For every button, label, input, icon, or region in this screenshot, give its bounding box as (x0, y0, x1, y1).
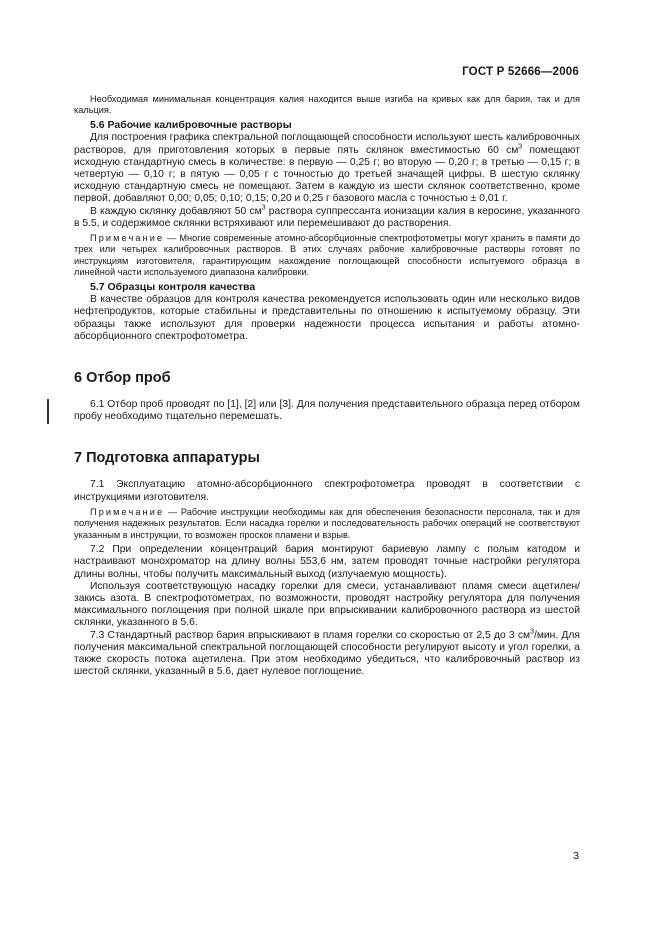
note-label: Примечание (90, 506, 165, 517)
section-7-3-paragraph: 7.3 Стандартный раствор бария впрыскивают в пламя горелки со скоростью от 2,5 до 3 $см^3$/мин. Для получения максимальной спектральной поглощающей способности регулируют высоту и угол горелки, а также скорость потока ацетилена. При этом необходимо убедиться, что калибровочный раствор из шестой склянки, указанный в 5.6, дает нулевое поглощение. (74, 628, 580, 678)
document-id: ГОСТ Р 52666—2006 (462, 66, 579, 78)
section-6-1-block (74, 399, 580, 423)
section-5-7-heading: 5.7 Образцы контроля качества (90, 280, 256, 293)
section-5-7-paragraph: В качестве образцов для контроля качества рекомендуется использовать один или несколько видов нефтепродуктов, которые стабильны и представительны по отношению к испытуемому образцу. Эти образцы также используют для проверки надежности процесса испытания и работы атомно-абсорбционного спектрофотометра. (74, 294, 580, 342)
section-5-6-note: Примечание — Многие современные атомно-абсорбционные спектрофотометры могут хранить в памяти до трех или четырех калибровочных растворов. В этих случаях рабочие калибровочные растворы готовят по инструкциям изготовителя, гарантирующим нахождение поглощающей способности испытуемого образца в линейной части используемого диапазона калибровки. (74, 233, 580, 278)
section-7-2-paragraph: 7.2 При определении концентраций бария монтируют бариевую лампу с полым катодом и настраивают монохроматор на длину волны 553,6 нм, затем проводят точные настройки регулятора длины волны, чтобы получить максимальный выход (излучаемую мощность). (74, 544, 580, 580)
note-label: Примечание (90, 233, 165, 244)
intro-note: Необходимая минимальная концентрация калия находится выше изгиба на кривых как для бария, так и для кальция. (74, 94, 580, 116)
change-bar (47, 399, 49, 424)
section-7-2-paragraph-2: Используя соответствующую насадку горелки для смеси, устанавливают пламя смеси ацетилен/закись азота. В спектрофотометрах, по возможности, проводят настройку регулятора для получения максимального поглощения при полной шкале при впрыскивании калибровочного раствора из шестой склянки, указанного в 5.6. (74, 580, 580, 629)
section-6-heading: 6 Отбор проб (74, 370, 171, 387)
section-6-1-paragraph: 6.1 Отбор проб проводят по [1], [2] или [3]. Для получения представительного образца перед отбором пробу необходимо тщательно перемешать. (74, 399, 580, 423)
section-5-6-paragraph-1: Для построения графика спектральной поглощающей способности используют шесть калибровочных растворов, для приготовления которых в первые пять склянок вместимостью 60 $см^3$ помещают исходную стандартную смесь в количестве: в первую — 0,25 г; во вторую — 0,20 г; в третью — 0,15 г; в четвертую — 0,10 г; в пятую — 0,05 г с точностью до третьей значащей цифры. В шестую склянку исходную стандартную смесь не помещают. Затем в каждую из шести склянок соответственно, кроме первой, добавляют 0,00; 0,05; 0,10; 0,15; 0,20 и 0,25 г базового масла с точностью ± 0,01 г. (74, 132, 580, 205)
page-number: 3 (573, 850, 579, 862)
page-body (74, 94, 580, 678)
section-7-heading: 7 Подготовка аппаратуры (74, 450, 260, 467)
section-5-6-heading: 5.6 Рабочие калибровочные растворы (90, 118, 292, 131)
section-7-note: Примечание — Рабочие инструкции необходимы как для обеспечения безопасности персонала, так и для получения надежных результатов. Если насадка горелки и последовательность рабочих операций не соответствуют указанным в инструкции, то возможен проскок пламени и взрыв. (74, 506, 580, 540)
section-7-1-paragraph: 7.1 Эксплуатацию атомно-абсорбционного спектрофотометра проводят в соответствии с инструкциями изготовителя. (74, 479, 580, 503)
section-5-6-paragraph-2: В каждую склянку добавляют 50 $см^3$ раствора суппрессанта ионизации калия в керосине, указанного в 5.5, и содержимое склянки встряхивают или перемешивают до растворения. (74, 204, 580, 229)
